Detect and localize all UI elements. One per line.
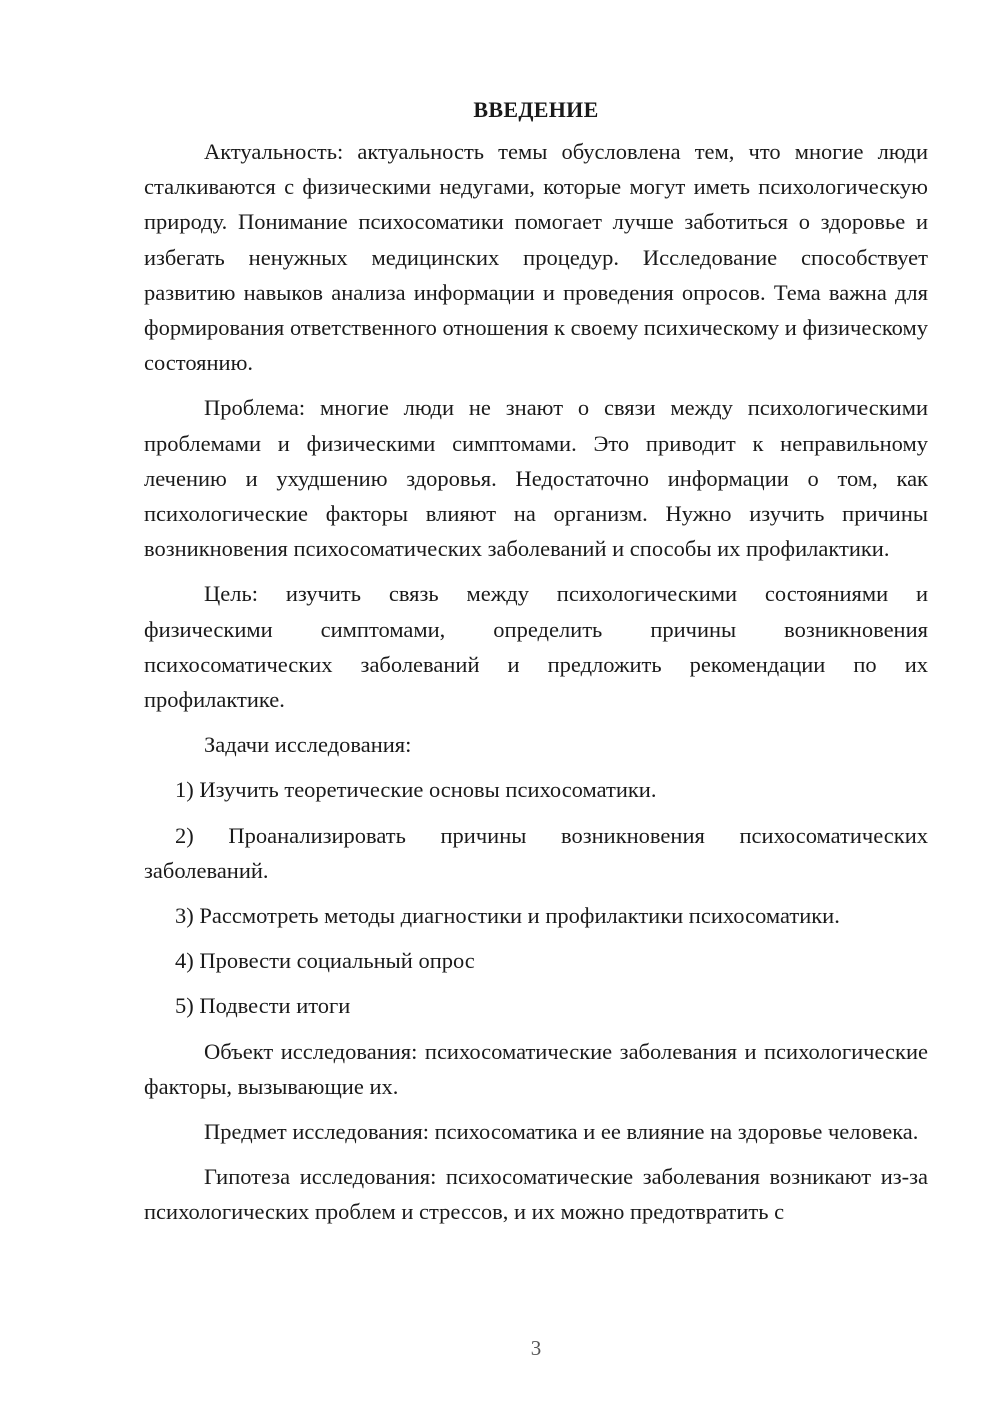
task-item-5: 5) Подвести итоги <box>175 993 351 1019</box>
page-title: ВВЕДЕНИЕ <box>473 97 599 122</box>
paragraph-relevance: Актуальность: актуальность темы обусловлена тем, что многие люди сталкиваются с физическими недугами, которые могут иметь психологическую природу. Понимание психосоматики помогает лучше заботиться о здоровье и избегать ненужных медицинских процедур. Исследование способствует развитию навыков анализа информации и проведения опросов. Тема важна для формирования ответственного отношения к своему психическому и физическому состоянию. <box>144 139 928 376</box>
task-item-1: 1) Изучить теоретические основы психосоматики. <box>175 777 657 803</box>
task-item-4: 4) Провести социальный опрос <box>175 948 475 974</box>
paragraph-problem: Проблема: многие люди не знают о связи между психологическими проблемами и физическими симптомами. Это приводит к неправильному лечению и ухудшению здоровья. Недостаточно информации о том, как психологические факторы влияют на организм. Нужно изучить причины возникновения психосоматических заболеваний и способы их профилактики. <box>144 395 928 562</box>
paragraph-hypothesis: Гипотеза исследования: психосоматические заболевания возникают из-за психологических проблем и стрессов, и их можно предотвратить с <box>144 1164 928 1225</box>
paragraph-object: Объект исследования: психосоматические заболевания и психологические факторы, вызывающие их. <box>144 1038 928 1099</box>
document-page <box>144 95 928 1240</box>
paragraph-goal: Цель: изучить связь между психологическими состояниями и физическими симптомами, определить причины возникновения психосоматических заболеваний и предложить рекомендации по их профилактике. <box>144 581 928 713</box>
tasks-heading: Задачи исследования: <box>204 732 412 758</box>
page-number: 3 <box>530 1336 542 1360</box>
task-item-3: 3) Рассмотреть методы диагностики и профилактики психосоматики. <box>175 903 840 929</box>
task-item-2: 2) Проанализировать причины возникновения психосоматических заболеваний. <box>144 822 928 883</box>
paragraph-subject: Предмет исследования: психосоматика и ее влияние на здоровье человека. <box>204 1119 919 1145</box>
